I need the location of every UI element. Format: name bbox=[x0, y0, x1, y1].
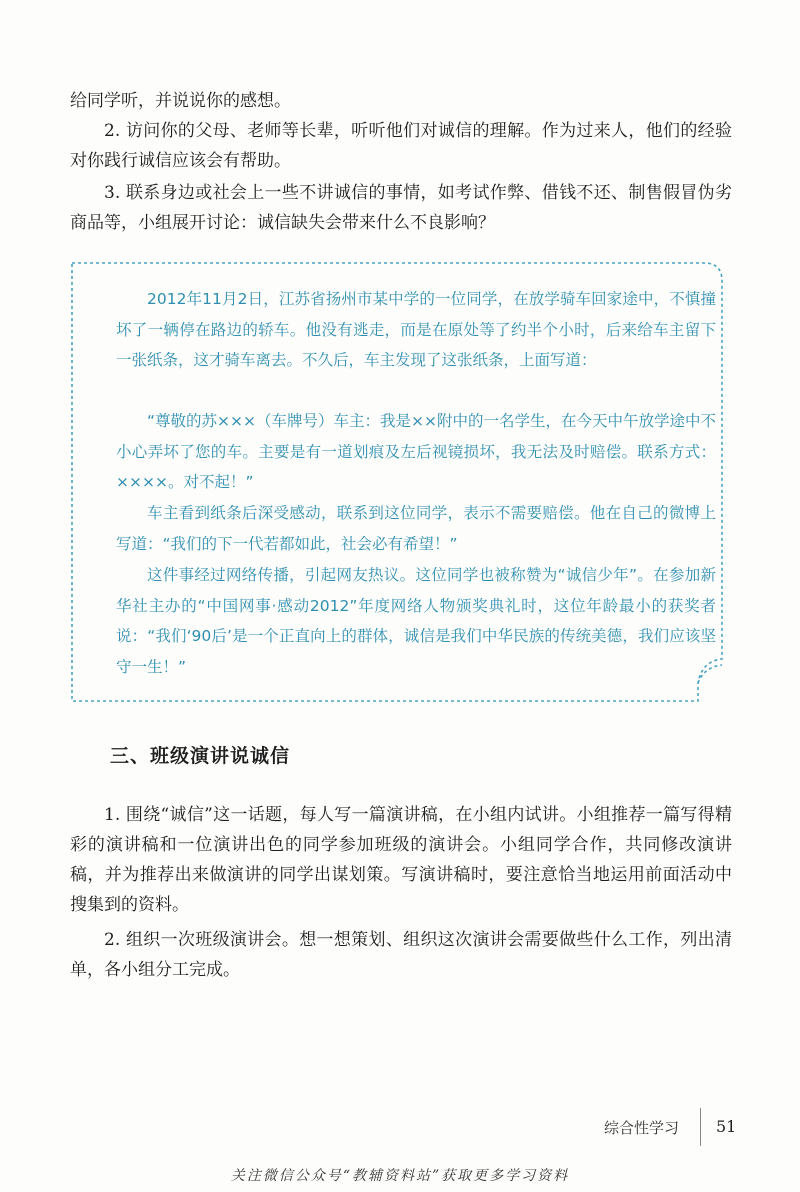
story-paragraph-1: 2012年11月2日，江苏省扬州市某中学的一位同学，在放学骑车回家途中，不慎撞坏了一辆停在路边的轿车。他没有逃走，而是在原处等了约半个小时，后来给车主留下一张纸条，这才骑车离去。不久后，车主发现了这张纸条，上面写道： bbox=[116, 290, 716, 369]
story-paragraph-3: 车主看到纸条后深受感动，联系到这位同学，表示不需要赔偿。他在自己的微博上写道：“我们的下一代若都如此，社会必有希望！” bbox=[116, 504, 716, 553]
footer-section-name: 综合性学习 bbox=[604, 1119, 680, 1137]
section-heading: 三、班级演讲说诚信 bbox=[110, 745, 291, 767]
story-paragraph-2: “尊敬的苏×××（车牌号）车主：我是××附中的一名学生，在今天中午放学途中不小心弄坏了您的车。主要是有一道划痕及左后视镜损坏，我无法及时赔偿。联系方式：××××。对不起！” bbox=[116, 412, 716, 491]
activity-item-3: 3. 联系身边或社会上一些不讲诚信的事情，如考试作弊、借钱不还、制售假冒伪劣商品等，小组展开讨论：诚信缺失会带来什么不良影响？ bbox=[70, 183, 732, 233]
speech-item-1: 1. 围绕“诚信”这一话题，每人写一篇演讲稿，在小组内试讲。小组推荐一篇写得精彩的演讲稿和一位演讲出色的同学参加班级的演讲会。小组同学合作，共同修改演讲稿，并为推荐出来做演讲的同学出谋划策。写演讲稿时，要注意恰当地运用前面活动中搜集到的资料。 bbox=[70, 805, 732, 915]
page-number: 51 bbox=[716, 1117, 737, 1136]
story-box bbox=[68, 255, 728, 705]
intro-continuation: 给同学听，并说说你的感想。 bbox=[70, 91, 291, 111]
activity-item-2: 2. 访问你的父母、老师等长辈，听听他们对诚信的理解。作为过来人，他们的经验对你践行诚信应该会有帮助。 bbox=[70, 121, 732, 171]
footer-divider bbox=[700, 1108, 701, 1146]
speech-item-2: 2. 组织一次班级演讲会。想一想策划、组织这次演讲会需要做些什么工作，列出清单，各小组分工完成。 bbox=[70, 930, 732, 980]
watermark-text: 关注微信公众号“教辅资料站”获取更多学习资料 bbox=[230, 1168, 570, 1184]
story-paragraph-4: 这件事经过网络传播，引起网友热议。这位同学也被称赞为“诚信少年”。在参加新华社主办的“中国网事·感动2012”年度网络人物颁奖典礼时，这位年龄最小的获奖者说：“我们‘90后’是一个正直向上的群体，诚信是我们中华民族的传统美德，我们应该坚守一生！” bbox=[116, 566, 716, 676]
